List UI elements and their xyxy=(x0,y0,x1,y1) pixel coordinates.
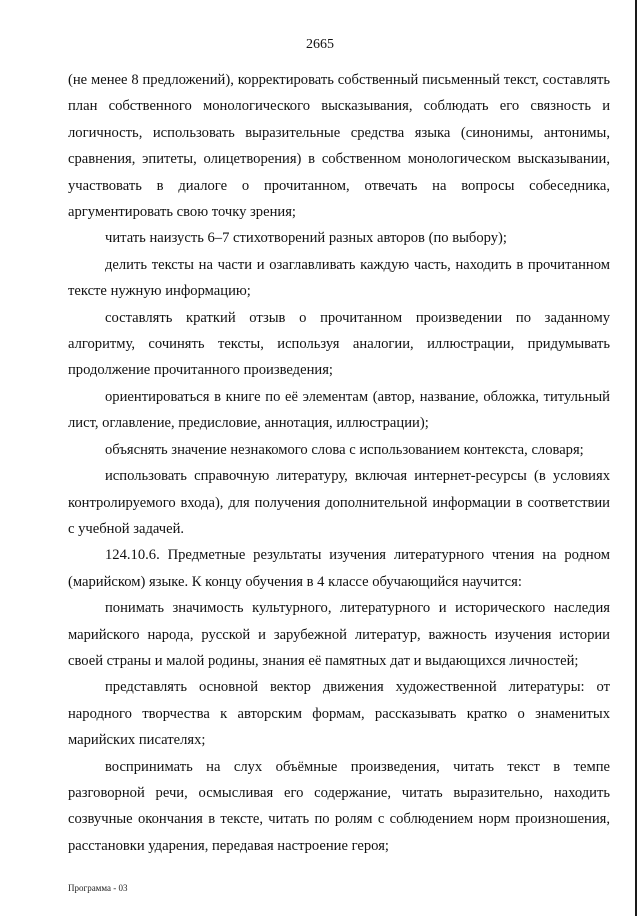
paragraph: делить тексты на части и озаглавливать каждую часть, находить в прочитанном тексте нужную информацию; xyxy=(68,256,610,300)
paragraph: составлять краткий отзыв о прочитанном произведении по заданному алгоритму, сочинять тексты, используя аналогии, иллюстрации, придумывать продолжение прочитанного произведения; xyxy=(68,309,610,379)
document-body xyxy=(68,67,610,859)
scan-border xyxy=(635,0,637,916)
paragraph: воспринимать на слух объёмные произведения, читать текст в темпе разговорной речи, осмысливая его содержание, читать выразительно, находить созвучные окончания в тексте, читать по ролям с соблюдением норм произношения, расстановки ударения, передавая настроение героя; xyxy=(68,758,610,854)
footer-label: Программа - 03 xyxy=(68,883,128,893)
paragraph: понимать значимость культурного, литературного и исторического наследия марийского народа, русской и зарубежной литератур, важность изучения истории своей страны и малой родины, знания её памятных дат и выдающихся личностей; xyxy=(68,600,610,669)
page-number: 2665 xyxy=(306,37,334,52)
paragraph: (не менее 8 предложений), корректировать собственный письменный текст, составлять план собственного монологического высказывания, соблюдать его связность и логичность, использовать выразительные средства языка (синонимы, антонимы, сравнения, эпитеты, олицетворения) в собственном монологическом высказывании, участвовать в диалоге о прочитанном, отвечать на вопросы собеседника, аргументировать свою точку зрения; xyxy=(68,72,610,221)
paragraph: ориентироваться в книге по её элементам (автор, название, обложка, титульный лист, оглавление, предисловие, аннотация, иллюстрации); xyxy=(68,388,610,432)
paragraph: представлять основной вектор движения художественной литературы: от народного творчества к авторским формам, рассказывать кратко о знаменитых марийских писателях; xyxy=(68,679,610,749)
section-heading-paragraph: 124.10.6. Предметные результаты изучения литературного чтения на родном (марийском) языке. К концу обучения в 4 классе обучающийся научится: xyxy=(68,547,610,590)
paragraph: объяснять значение незнакомого слова с использованием контекста, словаря; xyxy=(105,441,584,458)
paragraph: читать наизусть 6–7 стихотворений разных авторов (по выбору); xyxy=(105,230,507,247)
paragraph: использовать справочную литературу, включая интернет-ресурсы (в условиях контролируемого входа), для получения дополнительной информации в соответствии с учебной задачей. xyxy=(68,468,610,537)
